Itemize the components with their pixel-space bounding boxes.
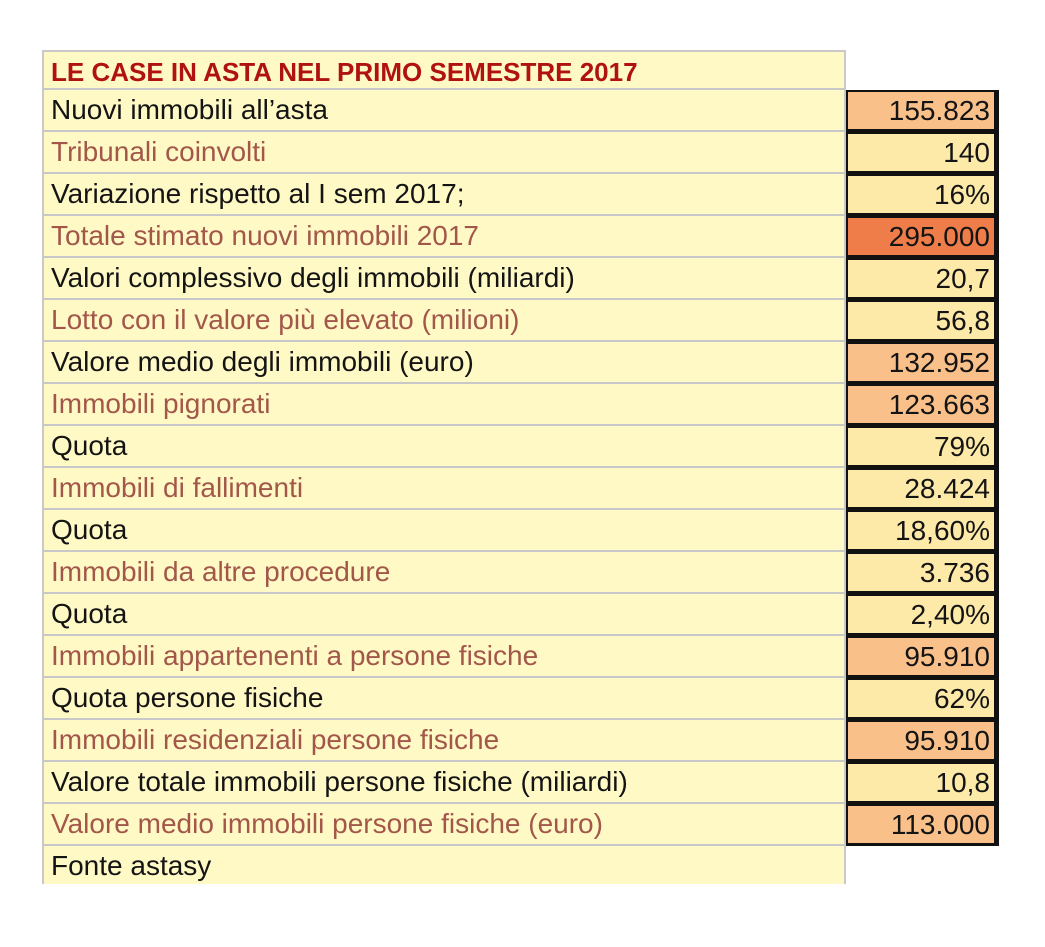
table-row bbox=[42, 678, 1042, 720]
row-label: Immobili residenziali persone fisiche bbox=[42, 720, 846, 762]
table-row bbox=[42, 636, 1042, 678]
table-row bbox=[42, 720, 1042, 762]
row-label: Immobili pignorati bbox=[42, 384, 846, 426]
row-label: Valori complessivo degli immobili (miliardi) bbox=[42, 258, 846, 300]
row-label: Nuovi immobili all’asta bbox=[42, 90, 846, 132]
row-label: Immobili da altre procedure bbox=[42, 552, 846, 594]
row-value: 28.424 bbox=[846, 468, 999, 510]
row-value: 113.000 bbox=[846, 804, 999, 846]
table-row bbox=[42, 594, 1042, 636]
table-row bbox=[42, 216, 1042, 258]
table-row bbox=[42, 132, 1042, 174]
row-value: 295.000 bbox=[846, 216, 999, 258]
row-label: Variazione rispetto al I sem 2017; bbox=[42, 174, 846, 216]
row-label: Quota bbox=[42, 426, 846, 468]
row-label: Valore medio degli immobili (euro) bbox=[42, 342, 846, 384]
table-row bbox=[42, 762, 1042, 804]
row-value: 16% bbox=[846, 174, 999, 216]
row-value: 20,7 bbox=[846, 258, 999, 300]
row-label: Valore medio immobili persone fisiche (euro) bbox=[42, 804, 846, 846]
table-row bbox=[42, 300, 1042, 342]
row-label: Valore totale immobili persone fisiche (miliardi) bbox=[42, 762, 846, 804]
row-label: Immobili di fallimenti bbox=[42, 468, 846, 510]
row-value: 155.823 bbox=[846, 90, 999, 132]
table-row bbox=[42, 804, 1042, 846]
table-row bbox=[42, 468, 1042, 510]
table-row bbox=[42, 426, 1042, 468]
table-row bbox=[42, 174, 1042, 216]
row-value: 123.663 bbox=[846, 384, 999, 426]
row-value: 79% bbox=[846, 426, 999, 468]
row-value: 62% bbox=[846, 678, 999, 720]
row-value: 2,40% bbox=[846, 594, 999, 636]
table-row bbox=[42, 258, 1042, 300]
row-value: 3.736 bbox=[846, 552, 999, 594]
row-label: Lotto con il valore più elevato (milioni) bbox=[42, 300, 846, 342]
row-label: Quota persone fisiche bbox=[42, 678, 846, 720]
source-label: Fonte astasy bbox=[42, 846, 846, 884]
table-title: LE CASE IN ASTA NEL PRIMO SEMESTRE 2017 bbox=[42, 50, 846, 90]
row-label: Quota bbox=[42, 510, 846, 552]
table-row bbox=[42, 510, 1042, 552]
row-label: Immobili appartenenti a persone fisiche bbox=[42, 636, 846, 678]
row-value: 140 bbox=[846, 132, 999, 174]
source-row bbox=[42, 846, 846, 884]
row-label: Quota bbox=[42, 594, 846, 636]
row-value: 18,60% bbox=[846, 510, 999, 552]
table-row bbox=[42, 552, 1042, 594]
table-row bbox=[42, 342, 1042, 384]
row-label: Totale stimato nuovi immobili 2017 bbox=[42, 216, 846, 258]
table-row bbox=[42, 384, 1042, 426]
row-value: 10,8 bbox=[846, 762, 999, 804]
row-label: Tribunali coinvolti bbox=[42, 132, 846, 174]
table-row bbox=[42, 90, 1042, 132]
row-value: 56,8 bbox=[846, 300, 999, 342]
row-value: 132.952 bbox=[846, 342, 999, 384]
row-value: 95.910 bbox=[846, 636, 999, 678]
row-value: 95.910 bbox=[846, 720, 999, 762]
